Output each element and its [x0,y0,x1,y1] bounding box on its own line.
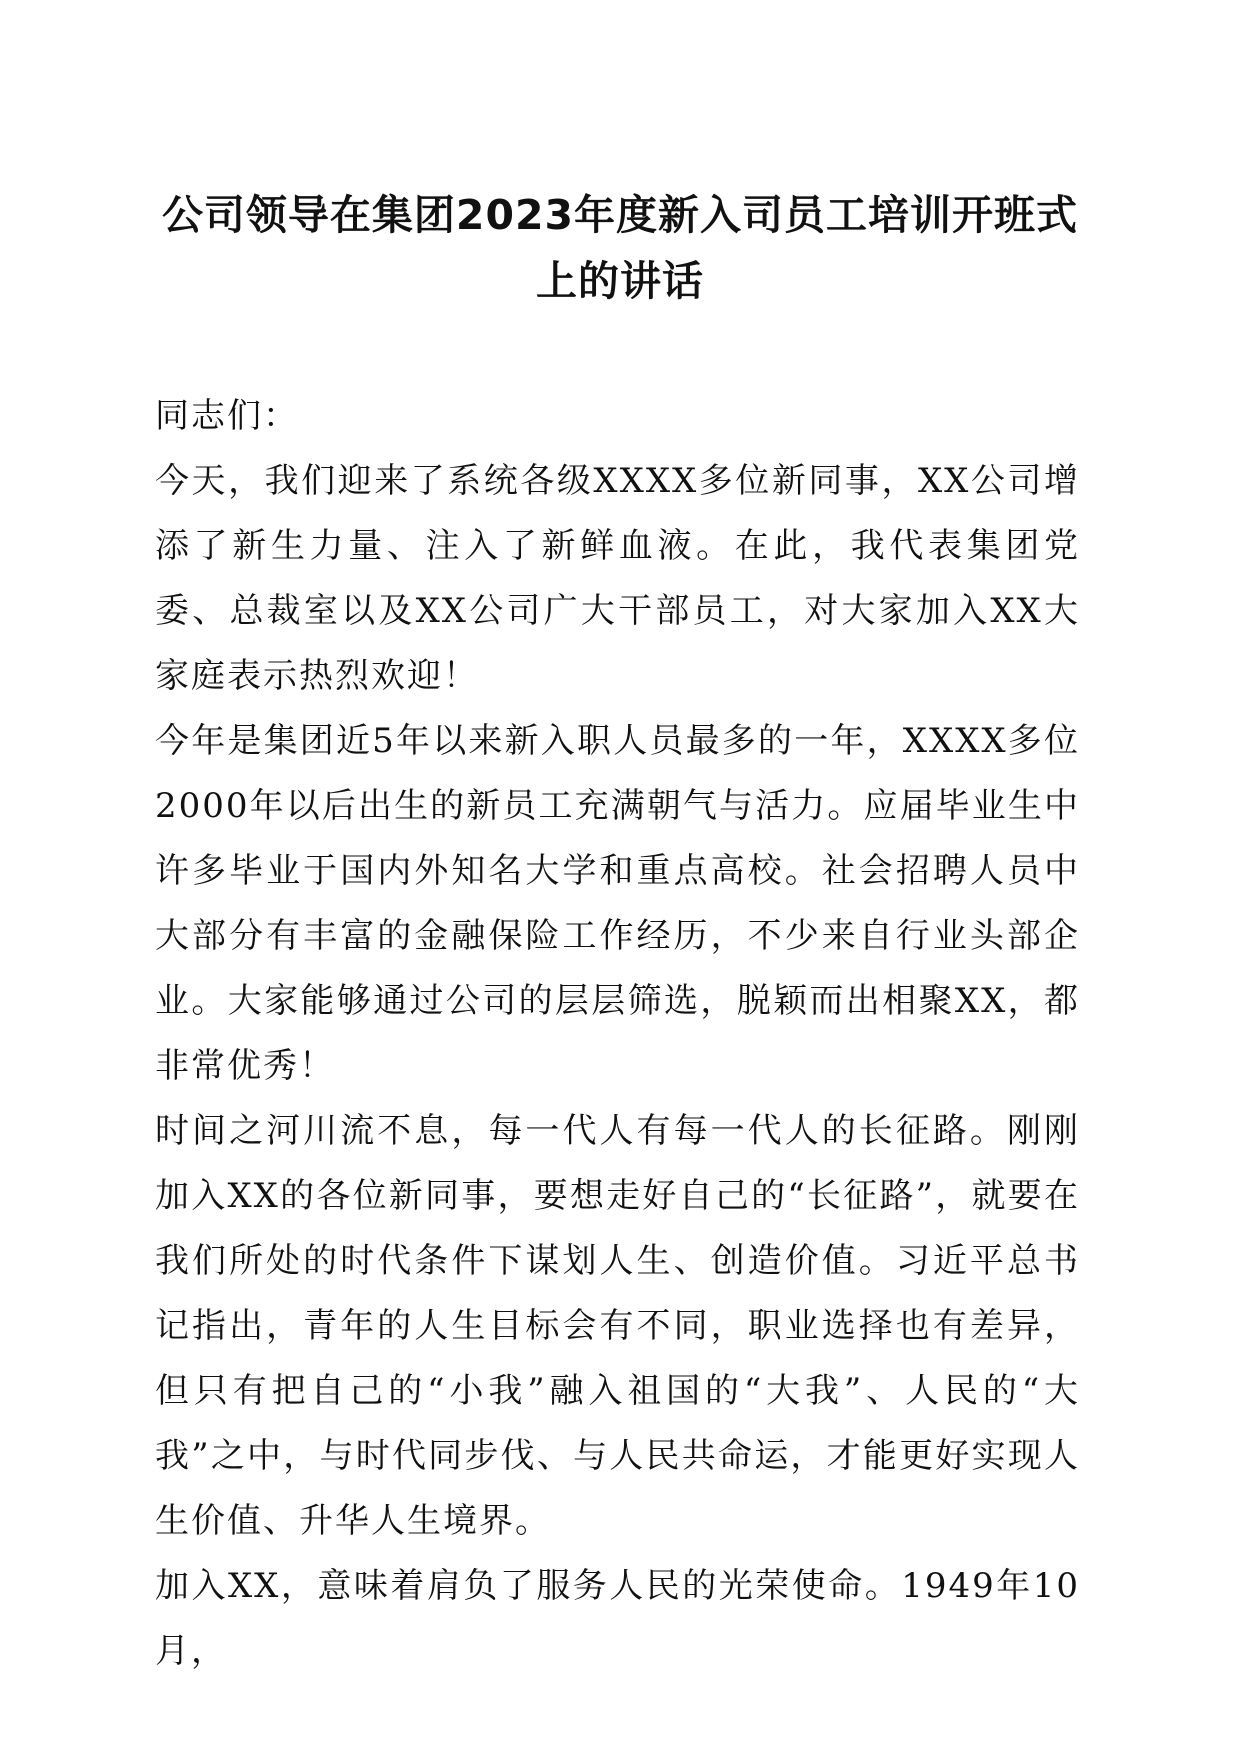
paragraph: 加入XX，意味着肩负了服务人民的光荣使命。1949年10月， [155,1566,1080,1671]
paragraph: 今天，我们迎来了系统各级XXXX多位新同事，XX公司增添了新生力量、注入了新鲜血液。在此，我代表集团党委、总裁室以及XX公司广大干部员工，对大家加入XX大家庭表示热烈欢迎！ [155,461,1080,696]
salutation: 同志们： [155,396,299,436]
document-title: 公司领导在集团2023年度新入司员工培训开班式上的讲话 [161,191,1079,305]
paragraph: 今年是集团近5年以来新入职人员最多的一年，XXXX多位2000年以后出生的新员工充满朝气与活力。应届毕业生中许多毕业于国内外知名大学和重点高校。社会招聘人员中大部分有丰富的金融保险工作经历，不少来自行业头部企业。大家能够通过公司的层层筛选，脱颖而出相聚XX，都非常优秀！ [155,721,1080,1086]
paragraph: 时间之河川流不息，每一代人有每一代人的长征路。刚刚加入XX的各位新同事，要想走好自己的“长征路”，就要在我们所处的时代条件下谋划人生、创造价值。习近平总书记指出，青年的人生目标会有不同，职业选择也有差异，但只有把自己的“小我”融入祖国的“大我”、人民的“大我”之中，与时代同步伐、与人民共命运，才能更好实现人生价值、升华人生境界。 [155,1111,1080,1541]
document-body [155,384,1080,1684]
